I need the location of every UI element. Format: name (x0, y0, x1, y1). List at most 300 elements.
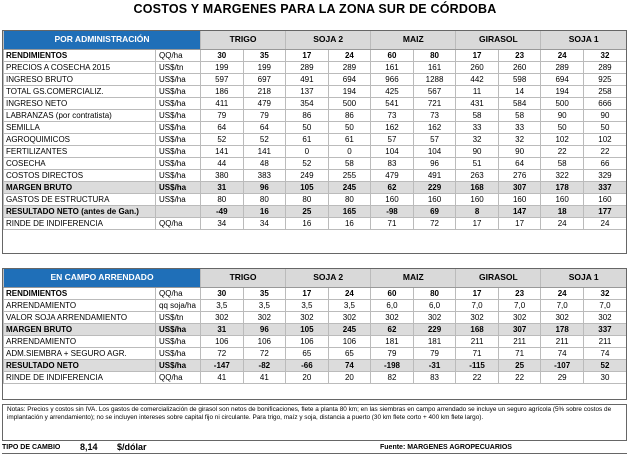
cell-value: 72 (201, 347, 244, 359)
cell-value: 500 (328, 97, 371, 109)
cell-value: 105 (286, 181, 329, 193)
page-title: COSTOS Y MARGENES PARA LA ZONA SUR DE CÓRDOBA (133, 2, 497, 16)
row-label: GASTOS DE ESTRUCTURA (4, 193, 156, 205)
cell-value: 60 (371, 287, 414, 299)
cell-value: 32 (456, 133, 499, 145)
cell-value: 491 (413, 169, 456, 181)
cell-value: 96 (243, 323, 286, 335)
cell-value: 302 (371, 311, 414, 323)
cell-value: 694 (328, 73, 371, 85)
cell-value: 22 (456, 371, 499, 383)
row-label: RENDIMIENTOS (4, 287, 156, 299)
cell-value: 211 (456, 335, 499, 347)
cell-value: 181 (371, 335, 414, 347)
cell-value: 211 (583, 335, 626, 347)
row-label: AGROQUIMICOS (4, 133, 156, 145)
cell-value: 52 (286, 157, 329, 169)
row-unit: US$/ha (156, 193, 201, 205)
cell-value: 82 (371, 371, 414, 383)
cell-value: 61 (286, 133, 329, 145)
row-label: FERTILIZANTES (4, 145, 156, 157)
crop-header-girasol: GIRASOL (456, 31, 541, 49)
cell-value: 72 (243, 347, 286, 359)
cell-value: 491 (286, 73, 329, 85)
cell-value: 106 (286, 335, 329, 347)
cell-value: 51 (456, 157, 499, 169)
cell-value: 567 (413, 85, 456, 97)
cell-value: 24 (328, 49, 371, 61)
cell-value: 23 (498, 287, 541, 299)
cell-value: 90 (456, 145, 499, 157)
row-label: MARGEN BRUTO (4, 181, 156, 193)
cell-value: 0 (286, 145, 329, 157)
crop-header-soja-2: SOJA 2 (286, 31, 371, 49)
table-row (4, 97, 627, 109)
notes-text: Notas: Precios y costos sin IVA. Los gastos de comercialización de girasol son netos de bonificaciones, flete a planta 80 km; en las siembras en campo arrendado se incluye un seguro agrícola (5% sobre costos de implantación y arrendamiento); no se incluyen intereses sobre capital fijo ni circulante. Para trigo, maíz y soja, distancia a puerto (30 km flete corto + 400 km flete largo). (2, 404, 627, 441)
cell-value: 86 (328, 109, 371, 121)
cell-value: 64 (498, 157, 541, 169)
cell-value: 3,5 (201, 299, 244, 311)
cell-value: 14 (498, 85, 541, 97)
row-unit: US$/ha (156, 145, 201, 157)
cell-value: 289 (541, 61, 584, 73)
cell-value: 58 (328, 157, 371, 169)
cell-value: 337 (583, 323, 626, 335)
cell-value: 260 (456, 61, 499, 73)
cell-value: 22 (541, 145, 584, 157)
cell-value: 168 (456, 323, 499, 335)
cell-value: 86 (286, 109, 329, 121)
crop-header-soja-2: SOJA 2 (286, 269, 371, 287)
table-row (4, 359, 627, 371)
cell-value: -66 (286, 359, 329, 371)
cell-value: 161 (371, 61, 414, 73)
administracion-table-frame (2, 30, 627, 254)
cell-value: 79 (201, 109, 244, 121)
cell-value: 245 (328, 323, 371, 335)
cell-value: 411 (201, 97, 244, 109)
cell-value: 71 (498, 347, 541, 359)
table-row (4, 133, 627, 145)
cell-value: 1288 (413, 73, 456, 85)
cell-value: 61 (328, 133, 371, 145)
row-unit: US$/ha (156, 181, 201, 193)
cell-value: 147 (498, 205, 541, 217)
cell-value: 17 (456, 287, 499, 299)
cell-value: 3,5 (286, 299, 329, 311)
cell-value: 31 (201, 323, 244, 335)
row-unit: qq soja/ha (156, 299, 201, 311)
cell-value: 161 (413, 61, 456, 73)
cell-value: 18 (541, 205, 584, 217)
cell-value: 181 (413, 335, 456, 347)
crop-header-girasol: GIRASOL (456, 269, 541, 287)
table-row (4, 181, 627, 193)
cell-value: 302 (328, 311, 371, 323)
table-row (4, 193, 627, 205)
cell-value: 137 (286, 85, 329, 97)
row-label: VALOR SOJA ARRENDAMIENTO (4, 311, 156, 323)
cell-value: 58 (456, 109, 499, 121)
cell-value: 35 (243, 287, 286, 299)
cell-value: 32 (498, 133, 541, 145)
cell-value: 584 (498, 97, 541, 109)
cell-value: 30 (201, 49, 244, 61)
tipo-cambio-unit: $/dólar (117, 442, 147, 452)
row-unit: US$/ha (156, 169, 201, 181)
cell-value: -107 (541, 359, 584, 371)
cell-value: 20 (286, 371, 329, 383)
cell-value: 25 (498, 359, 541, 371)
row-label: TOTAL GS.COMERCIALIZ. (4, 85, 156, 97)
cell-value: -198 (371, 359, 414, 371)
cell-value: 211 (541, 335, 584, 347)
cell-value: 7,0 (456, 299, 499, 311)
cell-value: 66 (583, 157, 626, 169)
cell-value: 597 (201, 73, 244, 85)
cell-value: 106 (243, 335, 286, 347)
cell-value: 90 (541, 109, 584, 121)
cell-value: 307 (498, 181, 541, 193)
cell-value: 20 (328, 371, 371, 383)
cell-value: 16 (286, 217, 329, 229)
crop-header-maiz: MAIZ (371, 269, 456, 287)
row-label: RINDE DE INDIFERENCIA (4, 217, 156, 229)
cell-value: 30 (201, 287, 244, 299)
cell-value: 199 (201, 61, 244, 73)
cell-value: 425 (371, 85, 414, 97)
table-row (4, 169, 627, 181)
crop-header-soja-1: SOJA 1 (541, 269, 626, 287)
cell-value: 697 (243, 73, 286, 85)
cell-value: 64 (201, 121, 244, 133)
row-unit: QQ/ha (156, 371, 201, 383)
row-unit: QQ/ha (156, 49, 201, 61)
arrendado-table-frame (2, 268, 627, 400)
cell-value: 60 (371, 49, 414, 61)
cell-value: 22 (498, 371, 541, 383)
cell-value: 302 (541, 311, 584, 323)
crop-header-trigo: TRIGO (201, 31, 286, 49)
table-row (4, 73, 627, 85)
cell-value: 162 (371, 121, 414, 133)
cell-value: 33 (498, 121, 541, 133)
row-unit: US$/tn (156, 311, 201, 323)
row-unit: QQ/ha (156, 287, 201, 299)
cell-value: 17 (498, 217, 541, 229)
cell-value: 90 (583, 109, 626, 121)
cell-value: 302 (413, 311, 456, 323)
cell-value: 74 (583, 347, 626, 359)
crop-header-soja-1: SOJA 1 (541, 31, 626, 49)
cell-value: 57 (413, 133, 456, 145)
cell-value: 337 (583, 181, 626, 193)
cell-value: 925 (583, 73, 626, 85)
cell-value: 23 (498, 49, 541, 61)
cell-value: 57 (371, 133, 414, 145)
cell-value: 329 (583, 169, 626, 181)
cell-value: 168 (456, 181, 499, 193)
cell-value: 50 (541, 121, 584, 133)
cell-value: 62 (371, 323, 414, 335)
cell-value: -31 (413, 359, 456, 371)
cell-value: 354 (286, 97, 329, 109)
cell-value: 160 (498, 193, 541, 205)
cell-value: 229 (413, 323, 456, 335)
row-label: MARGEN BRUTO (4, 323, 156, 335)
cell-value: 58 (498, 109, 541, 121)
cell-value: 69 (413, 205, 456, 217)
cell-value: 694 (541, 73, 584, 85)
arrendado-table (3, 269, 626, 384)
cell-value: 32 (583, 49, 626, 61)
cell-value: 307 (498, 323, 541, 335)
cell-value: 79 (413, 347, 456, 359)
cell-value: 302 (583, 311, 626, 323)
cell-value: 74 (328, 359, 371, 371)
cell-value: 302 (243, 311, 286, 323)
cell-value: 500 (541, 97, 584, 109)
row-unit: US$/ha (156, 157, 201, 169)
cell-value: 32 (583, 287, 626, 299)
cell-value: 7,0 (583, 299, 626, 311)
cell-value: 302 (456, 311, 499, 323)
row-label: LABRANZAS (por contratista) (4, 109, 156, 121)
cell-value: 177 (583, 205, 626, 217)
cell-value: 90 (498, 145, 541, 157)
cell-value: 249 (286, 169, 329, 181)
cell-value: 83 (371, 157, 414, 169)
cell-value: 541 (371, 97, 414, 109)
cell-value: 160 (413, 193, 456, 205)
cell-value: 302 (201, 311, 244, 323)
row-label: ARRENDAMIENTO (4, 335, 156, 347)
cell-value: 96 (413, 157, 456, 169)
cell-value: 598 (498, 73, 541, 85)
cell-value: 80 (413, 287, 456, 299)
cell-value: 104 (413, 145, 456, 157)
row-label: PRECIOS A COSECHA 2015 (4, 61, 156, 73)
table-row (4, 299, 627, 311)
cell-value: 105 (286, 323, 329, 335)
cell-value: 966 (371, 73, 414, 85)
header-row (4, 269, 627, 287)
cell-value: 6,0 (413, 299, 456, 311)
section-heading: EN CAMPO ARRENDADO (4, 269, 201, 287)
cell-value: -147 (201, 359, 244, 371)
row-label: RESULTADO NETO (antes de Gan.) (4, 205, 156, 217)
cell-value: 35 (243, 49, 286, 61)
cell-value: 260 (498, 61, 541, 73)
cell-value: 80 (286, 193, 329, 205)
cell-value: 74 (541, 347, 584, 359)
row-label: INGRESO NETO (4, 97, 156, 109)
cell-value: 211 (498, 335, 541, 347)
table-row (4, 311, 627, 323)
cell-value: 160 (456, 193, 499, 205)
cell-value: 24 (541, 49, 584, 61)
cell-value: 8 (456, 205, 499, 217)
cell-value: 30 (583, 371, 626, 383)
cell-value: 80 (201, 193, 244, 205)
cell-value: 383 (243, 169, 286, 181)
crop-header-maiz: MAIZ (371, 31, 456, 49)
row-unit: US$/ha (156, 359, 201, 371)
cell-value: 24 (541, 287, 584, 299)
row-label: SEMILLA (4, 121, 156, 133)
cell-value: 104 (371, 145, 414, 157)
cell-value: 3,5 (243, 299, 286, 311)
row-label: RENDIMIENTOS (4, 49, 156, 61)
cell-value: 160 (583, 193, 626, 205)
cell-value: 72 (413, 217, 456, 229)
table-row (4, 61, 627, 73)
cell-value: 33 (456, 121, 499, 133)
cell-value: 218 (243, 85, 286, 97)
row-unit: QQ/ha (156, 217, 201, 229)
cell-value: 79 (243, 109, 286, 121)
cell-value: 7,0 (498, 299, 541, 311)
row-label: ARRENDAMIENTO (4, 299, 156, 311)
cell-value: 11 (456, 85, 499, 97)
row-unit: US$/ha (156, 347, 201, 359)
table-row (4, 371, 627, 383)
cell-value: 31 (201, 181, 244, 193)
table-row (4, 323, 627, 335)
table-row (4, 145, 627, 157)
cell-value: 73 (371, 109, 414, 121)
row-unit: US$/ha (156, 323, 201, 335)
source-text: Fuente: MARGENES AGROPECUARIOS (380, 444, 512, 451)
cell-value: 178 (541, 181, 584, 193)
row-unit: US$/tn (156, 61, 201, 73)
cell-value: 16 (328, 217, 371, 229)
cell-value: 199 (243, 61, 286, 73)
table-row (4, 217, 627, 229)
cell-value: 64 (243, 121, 286, 133)
cell-value: 106 (328, 335, 371, 347)
cell-value: 666 (583, 97, 626, 109)
section-heading: POR ADMINISTRACIÓN (4, 31, 201, 49)
tipo-cambio-value: 8,14 (80, 442, 98, 452)
cell-value: 17 (456, 217, 499, 229)
cell-value: 263 (456, 169, 499, 181)
cell-value: 16 (243, 205, 286, 217)
cell-value: 162 (413, 121, 456, 133)
cell-value: 3,5 (328, 299, 371, 311)
cell-value: 73 (413, 109, 456, 121)
cell-value: 80 (243, 193, 286, 205)
table-row (4, 287, 627, 299)
cell-value: 41 (243, 371, 286, 383)
cell-value: 52 (201, 133, 244, 145)
table-row (4, 335, 627, 347)
row-label: RINDE DE INDIFERENCIA (4, 371, 156, 383)
cell-value: 41 (201, 371, 244, 383)
cell-value: 80 (328, 193, 371, 205)
cell-value: 24 (328, 287, 371, 299)
cell-value: 6,0 (371, 299, 414, 311)
cell-value: 65 (328, 347, 371, 359)
row-label: COSTOS DIRECTOS (4, 169, 156, 181)
cell-value: 29 (541, 371, 584, 383)
cell-value: 276 (498, 169, 541, 181)
cell-value: 178 (541, 323, 584, 335)
cell-value: 165 (328, 205, 371, 217)
row-label: INGRESO BRUTO (4, 73, 156, 85)
cell-value: 34 (201, 217, 244, 229)
table-row (4, 109, 627, 121)
cell-value: 102 (541, 133, 584, 145)
cell-value: 25 (286, 205, 329, 217)
cell-value: 289 (583, 61, 626, 73)
row-unit: US$/ha (156, 85, 201, 97)
table-row (4, 49, 627, 61)
table-row (4, 347, 627, 359)
cell-value: 22 (583, 145, 626, 157)
cell-value: 186 (201, 85, 244, 97)
cell-value: 24 (583, 217, 626, 229)
row-label: COSECHA (4, 157, 156, 169)
crop-header-trigo: TRIGO (201, 269, 286, 287)
cell-value: 442 (456, 73, 499, 85)
tipo-cambio-label: TIPO DE CAMBIO (2, 444, 61, 451)
table-row (4, 205, 627, 217)
cell-value: 479 (243, 97, 286, 109)
cell-value: 52 (243, 133, 286, 145)
cell-value: 102 (583, 133, 626, 145)
cell-value: 50 (583, 121, 626, 133)
cell-value: 17 (456, 49, 499, 61)
cell-value: 17 (286, 49, 329, 61)
cell-value: 229 (413, 181, 456, 193)
cell-value: 50 (286, 121, 329, 133)
cell-value: 160 (371, 193, 414, 205)
header-row (4, 31, 627, 49)
cell-value: 194 (328, 85, 371, 97)
cell-value: 721 (413, 97, 456, 109)
row-unit: US$/ha (156, 73, 201, 85)
cell-value: 44 (201, 157, 244, 169)
cell-value: 380 (201, 169, 244, 181)
cell-value: 302 (286, 311, 329, 323)
cell-value: 24 (541, 217, 584, 229)
cell-value: 431 (456, 97, 499, 109)
cell-value: 71 (371, 217, 414, 229)
cell-value: 62 (371, 181, 414, 193)
cell-value: -115 (456, 359, 499, 371)
administracion-table (3, 31, 626, 230)
bottom-divider (2, 453, 627, 454)
cell-value: 106 (201, 335, 244, 347)
cell-value: 48 (243, 157, 286, 169)
cell-value: 141 (201, 145, 244, 157)
table-row (4, 157, 627, 169)
row-unit: US$/ha (156, 109, 201, 121)
cell-value: 34 (243, 217, 286, 229)
cell-value: 194 (541, 85, 584, 97)
cell-value: -49 (201, 205, 244, 217)
row-unit: US$/ha (156, 121, 201, 133)
cell-value: 0 (328, 145, 371, 157)
cell-value: 71 (456, 347, 499, 359)
cell-value: 52 (583, 359, 626, 371)
cell-value: -82 (243, 359, 286, 371)
cell-value: 160 (541, 193, 584, 205)
cell-value: 289 (286, 61, 329, 73)
cell-value: 7,0 (541, 299, 584, 311)
row-unit: US$/ha (156, 97, 201, 109)
